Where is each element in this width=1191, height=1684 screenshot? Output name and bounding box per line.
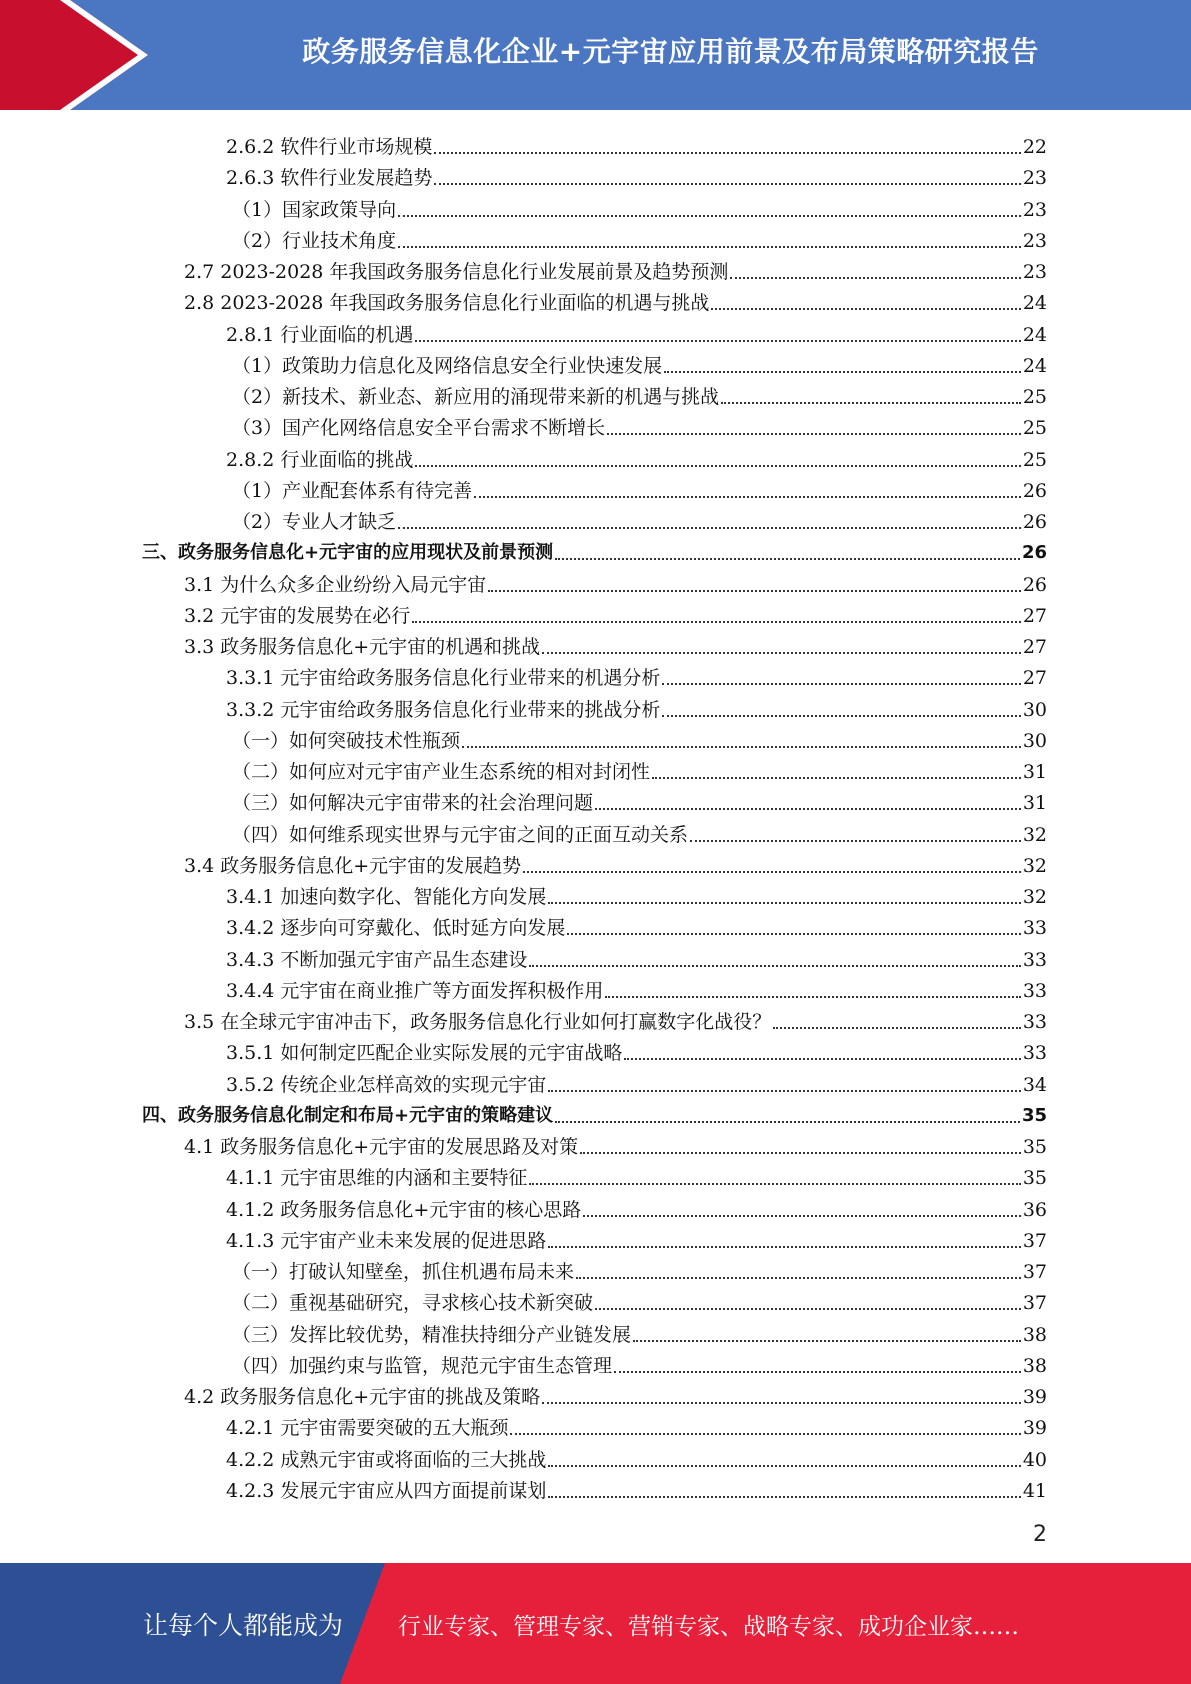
toc-leader-dots <box>488 589 1021 592</box>
toc-entry-page: 33 <box>1022 948 1047 971</box>
toc-entry-title: （四）加强约束与监管，规范元宇宙生态管理 <box>232 1354 613 1377</box>
toc-entry-title: 2.8.1 行业面临的机遇 <box>226 323 414 346</box>
toc-entry-title: 2.8 2023-2028 年我国政务服务信息化行业面临的机遇与挑战 <box>184 292 710 315</box>
toc-entry-page: 22 <box>1022 136 1047 158</box>
toc-leader-dots <box>583 1214 1021 1217</box>
toc-leader-dots <box>542 1401 1021 1404</box>
toc-leader-dots <box>730 276 1020 279</box>
toc-entry-page: 26 <box>1022 573 1047 596</box>
toc-entry-title: 4.1.3 元宇宙产业未来发展的促进思路 <box>226 1229 547 1252</box>
toc-leader-dots <box>614 1370 1021 1373</box>
toc-entry-page: 24 <box>1022 354 1047 377</box>
toc-leader-dots <box>633 1339 1021 1342</box>
toc-entry-page: 30 <box>1022 698 1047 721</box>
toc-leader-dots <box>555 1120 1020 1123</box>
toc-leader-dots <box>542 651 1021 654</box>
toc-entry-page: 32 <box>1022 854 1047 877</box>
toc-entry-page: 26 <box>1022 511 1047 533</box>
toc-entry-title: 3.5.1 如何制定匹配企业实际发展的元宇宙战略 <box>226 1042 623 1065</box>
toc-entry-title: （四）如何维系现实世界与元宇宙之间的正面互动关系 <box>232 823 689 846</box>
toc-leader-dots <box>474 495 1021 498</box>
toc-leader-dots <box>567 932 1020 935</box>
toc-leader-dots <box>652 776 1021 779</box>
toc-entry-page: 25 <box>1022 417 1047 440</box>
toc-entry-title: 4.1 政务服务信息化+元宇宙的发展思路及对策 <box>184 1136 579 1158</box>
report-header <box>0 0 1191 110</box>
toc-entry[interactable] <box>226 1472 1047 1503</box>
toc-entry-title: 3.3.1 元宇宙给政务服务信息化行业带来的机遇分析 <box>226 667 661 690</box>
toc-entry[interactable] <box>232 472 1047 503</box>
toc-entry-title: 2.7 2023-2028 年我国政务服务信息化行业发展前景及趋势预测 <box>184 261 729 283</box>
toc-entry-title: 3.4 政务服务信息化+元宇宙的发展趋势 <box>184 854 522 877</box>
toc-entry-page: 36 <box>1022 1198 1047 1221</box>
toc-entry[interactable] <box>232 409 1047 440</box>
toc-entry-title: 4.1.2 政务服务信息化+元宇宙的核心思路 <box>226 1198 582 1221</box>
toc-entry-page: 40 <box>1022 1448 1047 1471</box>
toc-entry-page: 38 <box>1022 1354 1047 1377</box>
toc-entry-page: 31 <box>1022 761 1047 783</box>
toc-entry-title: （2）专业人才缺乏 <box>232 511 397 533</box>
toc-entry[interactable] <box>184 284 1047 315</box>
toc-entry[interactable] <box>232 503 1047 534</box>
toc-entry[interactable] <box>232 378 1047 409</box>
toc-leader-dots <box>398 245 1021 248</box>
toc-entry[interactable] <box>226 659 1047 690</box>
toc-entry[interactable] <box>226 972 1047 1003</box>
toc-entry-title: 3.5.2 传统企业怎样高效的实现元宇宙 <box>226 1073 547 1096</box>
toc-entry-page: 33 <box>1022 1042 1047 1065</box>
toc-entry-page: 24 <box>1022 292 1047 315</box>
toc-entry-title: 3.5 在全球元宇宙冲击下，政务服务信息化行业如何打赢数字化战役？ <box>184 1011 772 1033</box>
toc-leader-dots <box>548 1089 1020 1092</box>
toc-entry-page: 23 <box>1022 198 1047 221</box>
toc-entry-title: 4.2 政务服务信息化+元宇宙的挑战及策略 <box>184 1386 541 1408</box>
toc-entry-page: 35 <box>1021 1104 1047 1126</box>
toc-entry-page: 33 <box>1022 1011 1047 1033</box>
footer-slogan-left: 让每个人都能成为 <box>143 1611 344 1640</box>
toc-entry-page: 27 <box>1022 636 1047 658</box>
toc-entry-page: 25 <box>1022 386 1047 408</box>
toc-entry-title: 3.2 元宇宙的发展势在必行 <box>184 604 411 627</box>
toc-entry-title: 2.6.2 软件行业市场规模 <box>226 136 433 158</box>
toc-leader-dots <box>662 682 1020 685</box>
toc-entry-title: 4.1.1 元宇宙思维的内涵和主要特征 <box>226 1167 528 1190</box>
toc-entry-page: 38 <box>1022 1323 1047 1346</box>
toc-entry[interactable] <box>184 597 1047 628</box>
toc-entry[interactable] <box>226 1066 1047 1097</box>
toc-entry-page: 31 <box>1022 792 1047 815</box>
toc-entry[interactable] <box>184 1003 1047 1034</box>
toc-entry-title: 3.4.2 逐步向可穿戴化、低时延方向发展 <box>226 917 566 940</box>
toc-leader-dots <box>595 1307 1021 1310</box>
toc-entry-title: （二）如何应对元宇宙产业生态系统的相对封闭性 <box>232 761 651 783</box>
toc-entry[interactable] <box>184 566 1047 597</box>
toc-entry-page: 23 <box>1022 261 1047 283</box>
toc-leader-dots <box>548 1495 1020 1498</box>
toc-leader-dots <box>434 151 1020 154</box>
report-title: 政务服务信息化企业+元宇宙应用前景及布局策略研究报告 <box>302 35 1039 68</box>
toc-leader-dots <box>398 214 1021 217</box>
toc-entry-title: （三）如何解决元宇宙带来的社会治理问题 <box>232 792 594 815</box>
toc-leader-dots <box>415 464 1020 467</box>
toc-entry[interactable] <box>142 534 1047 565</box>
toc-entry-title: 2.8.2 行业面临的挑战 <box>226 448 414 471</box>
toc-leader-dots <box>529 1182 1020 1185</box>
toc-leader-dots <box>434 182 1020 185</box>
toc-entry-title: 四、政务服务信息化制定和布局+元宇宙的策略建议 <box>142 1104 554 1126</box>
toc-entry-title: 3.4.4 元宇宙在商业推广等方面发挥积极作用 <box>226 979 604 1002</box>
toc-entry-title: 三、政务服务信息化+元宇宙的应用现状及前景预测 <box>142 542 554 564</box>
footer-slogan-right: 行业专家、管理专家、营销专家、战略专家、成功企业家…… <box>398 1614 1019 1640</box>
toc-entry[interactable] <box>232 1284 1047 1315</box>
toc-entry-title: （3）国产化网络信息安全平台需求不断增长 <box>232 417 606 440</box>
toc-entry-page: 37 <box>1022 1292 1047 1315</box>
toc-leader-dots <box>523 870 1021 873</box>
toc-entry-title: 3.3.2 元宇宙给政务服务信息化行业带来的挑战分析 <box>226 698 661 721</box>
toc-leader-dots <box>711 307 1020 310</box>
toc-leader-dots <box>662 714 1020 717</box>
toc-leader-dots <box>548 1464 1020 1467</box>
toc-leader-dots <box>529 964 1020 967</box>
toc-leader-dots <box>580 1151 1021 1154</box>
toc-entry-page: 37 <box>1022 1229 1047 1252</box>
toc-entry-page: 32 <box>1022 886 1047 908</box>
toc-entry[interactable] <box>226 941 1047 972</box>
toc-leader-dots <box>510 1432 1020 1435</box>
toc-entry[interactable] <box>226 1222 1047 1253</box>
toc-entry[interactable] <box>226 878 1047 909</box>
toc-entry-title: 2.6.3 软件行业发展趋势 <box>226 167 433 190</box>
toc-entry[interactable] <box>226 316 1047 347</box>
toc-leader-dots <box>773 1026 1021 1029</box>
toc-leader-dots <box>721 401 1021 404</box>
toc-entry-page: 39 <box>1022 1386 1047 1408</box>
toc-entry-page: 26 <box>1022 479 1047 502</box>
toc-entry-page: 33 <box>1022 979 1047 1002</box>
toc-entry[interactable] <box>184 253 1047 284</box>
toc-entry-page: 35 <box>1022 1167 1047 1190</box>
toc-leader-dots <box>548 901 1020 904</box>
toc-entry-title: （2）行业技术角度 <box>232 229 397 252</box>
toc-entry-title: （二）重视基础研究，寻求核心技术新突破 <box>232 1292 594 1315</box>
toc-entry[interactable] <box>232 753 1047 784</box>
toc-entry[interactable] <box>184 847 1047 878</box>
toc-entry[interactable] <box>226 691 1047 722</box>
toc-entry[interactable] <box>226 1409 1047 1440</box>
toc-entry-title: （1）政策助力信息化及网络信息安全行业快速发展 <box>232 354 663 377</box>
toc-leader-dots <box>576 1276 1021 1279</box>
toc-entry-page: 30 <box>1022 729 1047 752</box>
toc-entry[interactable] <box>226 1191 1047 1222</box>
toc-leader-dots <box>595 807 1021 810</box>
toc-entry-page: 27 <box>1022 667 1047 690</box>
toc-leader-dots <box>664 370 1021 373</box>
toc-entry-page: 35 <box>1022 1136 1047 1158</box>
toc-leader-dots <box>415 339 1020 342</box>
toc-leader-dots <box>555 557 1020 560</box>
toc-entry[interactable] <box>232 191 1047 222</box>
toc-entry[interactable] <box>226 159 1047 190</box>
page-number: 2 <box>1033 1522 1047 1547</box>
toc-entry-page: 23 <box>1022 229 1047 252</box>
toc-leader-dots <box>412 620 1021 623</box>
toc-entry-page: 25 <box>1022 448 1047 471</box>
toc-entry[interactable] <box>232 222 1047 253</box>
toc-entry-page: 39 <box>1022 1417 1047 1440</box>
toc-leader-dots <box>605 995 1020 998</box>
toc-entry[interactable] <box>232 1347 1047 1378</box>
toc-entry[interactable] <box>232 347 1047 378</box>
toc-entry-page: 23 <box>1022 167 1047 190</box>
toc-entry-title: 3.1 为什么众多企业纷纷入局元宇宙 <box>184 573 487 596</box>
toc-leader-dots <box>607 432 1021 435</box>
toc-entry-page: 32 <box>1022 823 1047 846</box>
toc-leader-dots <box>398 526 1021 529</box>
toc-entry[interactable] <box>232 722 1047 753</box>
toc-entry-page: 27 <box>1022 604 1047 627</box>
toc-entry-title: 4.2.2 成熟元宇宙或将面临的三大挑战 <box>226 1448 547 1471</box>
toc-leader-dots <box>548 1245 1020 1248</box>
toc-entry[interactable] <box>184 628 1047 659</box>
toc-entry[interactable] <box>226 441 1047 472</box>
toc-entry-page: 41 <box>1022 1479 1047 1502</box>
toc-entry-title: 4.2.3 发展元宇宙应从四方面提前谋划 <box>226 1479 547 1502</box>
toc-entry-title: （一）如何突破技术性瓶颈 <box>232 729 461 752</box>
toc-entry-title: 4.2.1 元宇宙需要突破的五大瓶颈 <box>226 1417 509 1440</box>
toc-entry-page: 24 <box>1022 323 1047 346</box>
toc-leader-dots <box>624 1057 1020 1060</box>
toc-entry[interactable] <box>226 128 1047 159</box>
toc-entry[interactable] <box>232 784 1047 815</box>
toc-entry[interactable] <box>226 1159 1047 1190</box>
toc-entry[interactable] <box>226 1034 1047 1065</box>
toc-entry-page: 37 <box>1022 1261 1047 1283</box>
toc-entry-title: （1）产业配套体系有待完善 <box>232 479 473 502</box>
toc-leader-dots <box>462 745 1021 748</box>
toc-entry-title: 3.3 政务服务信息化+元宇宙的机遇和挑战 <box>184 636 541 658</box>
toc-entry[interactable] <box>184 1128 1047 1159</box>
page-footer <box>0 1563 1191 1684</box>
toc-entry-title: （三）发挥比较优势，精准扶持细分产业链发展 <box>232 1323 632 1346</box>
toc-entry-page: 26 <box>1021 542 1047 564</box>
header-arrow-decoration <box>0 0 150 110</box>
toc-entry-title: （一）打破认知壁垒，抓住机遇布局未来 <box>232 1261 575 1283</box>
toc-entry-title: （1）国家政策导向 <box>232 198 397 221</box>
toc-entry[interactable] <box>184 1378 1047 1409</box>
toc-entry-title: 3.4.3 不断加强元宇宙产品生态建设 <box>226 948 528 971</box>
toc-leader-dots <box>690 839 1021 842</box>
toc-entry[interactable] <box>142 1097 1047 1128</box>
toc-entry-page: 33 <box>1022 917 1047 940</box>
toc-entry[interactable] <box>232 1253 1047 1284</box>
toc-entry-page: 34 <box>1022 1073 1047 1096</box>
toc-entry[interactable] <box>232 816 1047 847</box>
toc-entry-title: （2）新技术、新业态、新应用的涌现带来新的机遇与挑战 <box>232 386 720 408</box>
toc-entry[interactable] <box>226 1441 1047 1472</box>
toc-entry-title: 3.4.1 加速向数字化、智能化方向发展 <box>226 886 547 908</box>
toc-entry[interactable] <box>226 909 1047 940</box>
toc-entry[interactable] <box>232 1316 1047 1347</box>
